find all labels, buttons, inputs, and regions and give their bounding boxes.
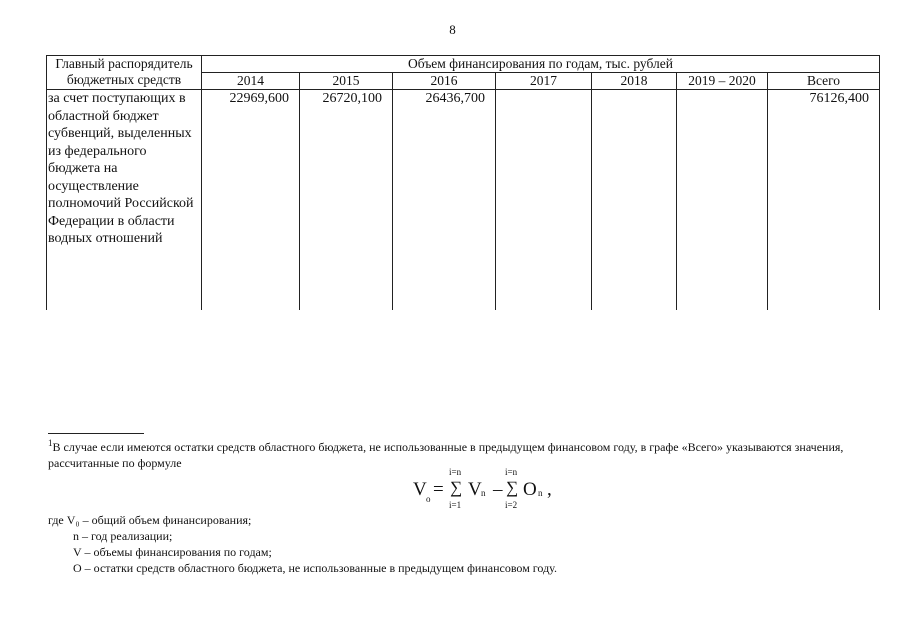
- formula-term2-sub: n: [538, 488, 543, 498]
- sum-symbol-icon: ∑: [506, 478, 519, 497]
- header-year-2018: 2018: [592, 73, 677, 90]
- footnote-marker: 1: [48, 438, 53, 448]
- financing-table: [46, 55, 880, 310]
- cell-2019-2020: [677, 90, 768, 311]
- header-year-2019-2020: 2019 – 2020: [677, 73, 768, 90]
- page-number: 8: [449, 22, 456, 37]
- cell-2016: 26436,700: [393, 90, 496, 311]
- formula-term1: V: [468, 479, 482, 500]
- header-year-2016: 2016: [393, 73, 496, 90]
- formula-eq: =: [433, 479, 444, 500]
- cell-total: 76126,400: [768, 90, 880, 311]
- formula-minus: –: [493, 479, 503, 500]
- cell-2014: 22969,600: [202, 90, 300, 311]
- formula-tail: ,: [547, 479, 552, 500]
- formula-legend: [48, 512, 557, 576]
- header-total: Всего: [768, 73, 880, 90]
- header-budget-holder: Главный распорядитель бюджетных средств: [47, 56, 202, 90]
- header-year-2015: 2015: [300, 73, 393, 90]
- legend-line-n: n – год реализации;: [73, 529, 173, 543]
- formula-lhs: V: [413, 479, 427, 500]
- header-year-2014: 2014: [202, 73, 300, 90]
- legend-line-v: V – объемы финансирования по годам;: [73, 545, 272, 559]
- table-row: [47, 90, 880, 311]
- formula-term2: O: [523, 479, 537, 500]
- legend-line-o: О – остатки средств областного бюджета, не использованные в предыдущем финансовом году.: [73, 561, 557, 575]
- row-description: за счет поступающих в областной бюджет субвенций, выделенных из федерального бюджета на осуществление полномочий Российской Федерации в области водных отношений: [47, 90, 202, 311]
- cell-2018: [592, 90, 677, 311]
- formula: [413, 467, 573, 511]
- header-financing-volume: Объем финансирования по годам, тыс. рублей: [202, 56, 880, 73]
- formula-sum1-top: i=n: [449, 467, 462, 477]
- cell-2017: [496, 90, 592, 311]
- footnote-text: В случае если имеются остатки средств областного бюджета, не использованные в предыдущем финансовом году, в графе «Всего» указываются значения, рассчитанные по формуле: [48, 440, 844, 470]
- legend-line-vo: где V₀ – общий объем финансирования;: [48, 513, 252, 527]
- sum-symbol-icon: ∑: [450, 478, 463, 497]
- formula-lhs-sub: o: [426, 494, 431, 504]
- formula-sum2-top: i=n: [505, 467, 518, 477]
- footnote: [48, 435, 858, 471]
- header-year-2017: 2017: [496, 73, 592, 90]
- formula-sum1-bottom: i=1: [449, 500, 462, 510]
- formula-sum2-bottom: i=2: [505, 500, 518, 510]
- formula-term1-sub: n: [481, 488, 486, 498]
- footnote-separator: [48, 433, 144, 434]
- cell-2015: 26720,100: [300, 90, 393, 311]
